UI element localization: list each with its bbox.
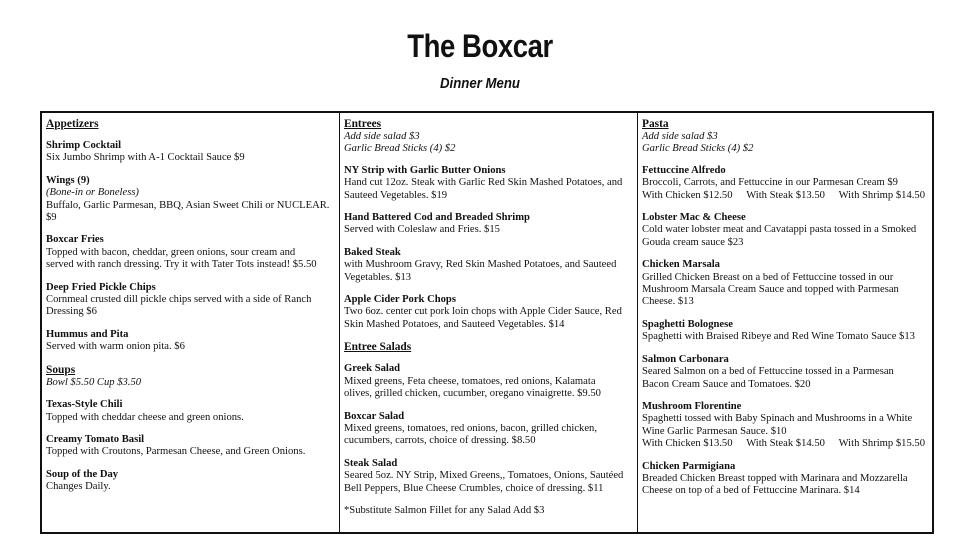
item-desc: Broccoli, Carrots, and Fettuccine in our Parmesan Cream $9	[642, 177, 898, 189]
item-desc: Mixed greens, tomatoes, red onions, bacon, grilled chicken, cucumbers, carrots, choice of dressing. $8.50	[344, 422, 598, 447]
item-name: Deep Fried Pickle Chips	[46, 281, 156, 293]
option-shrimp: With Shrimp $15.50	[838, 438, 925, 450]
item-name: Baked Steak	[344, 246, 401, 258]
item-desc: Grilled Chicken Breast on a bed of Fettuccine tossed in our Mushroom Marsala Cream Sauce and topped with Parmesan Cheese. $13	[642, 271, 899, 308]
menu-item	[46, 469, 334, 494]
menu-item	[46, 140, 334, 165]
item-name: Hummus and Pita	[46, 328, 129, 340]
item-desc: Hand cut 12oz. Steak with Garlic Red Skin Mashed Potatoes, and Sauteed Vegetables. $19	[344, 177, 623, 201]
menu-box	[40, 111, 934, 534]
item-desc: Seared Salmon on a bed of Fettuccine tossed in a Parmesan Bacon Cream Sauce and Tomatoes. $20	[642, 366, 894, 390]
item-name: Wings (9)	[46, 174, 90, 186]
menu-item	[46, 234, 334, 271]
item-name: Chicken Parmigiana	[642, 460, 736, 472]
item-name: Shrimp Cocktail	[46, 140, 122, 151]
option-chicken: With Chicken $12.50	[642, 189, 733, 201]
menu-item	[46, 434, 334, 459]
item-desc: Breaded Chicken Breast topped with Marinara and Mozzarella Cheese on top of a bed of Fettuccine Marinara. $14	[642, 472, 908, 497]
entrees-column	[340, 113, 638, 532]
soups-note: Bowl $5.50 Cup $3.50	[46, 376, 142, 388]
menu-item	[46, 282, 334, 319]
option-chicken: With Chicken $13.50	[642, 438, 733, 450]
item-name: Texas-Style Chili	[46, 399, 123, 411]
entrees-note-breadsticks: Garlic Bread Sticks (4) $2	[344, 143, 456, 155]
pasta-note-breadsticks: Garlic Bread Sticks (4) $2	[642, 143, 754, 155]
pasta-column	[638, 113, 932, 532]
item-name: Salmon Carbonara	[642, 353, 729, 365]
item-desc: Buffalo, Garlic Parmesan, BBQ, Asian Sweet Chili or NUCLEAR. $9	[46, 199, 330, 224]
option-shrimp: With Shrimp $14.50	[838, 189, 925, 201]
menu-item	[642, 212, 927, 249]
item-desc: Topped with cheddar cheese and green onions.	[46, 411, 244, 423]
item-desc: Six Jumbo Shrimp with A-1 Cocktail Sauce $9	[46, 152, 245, 164]
soups-header	[46, 364, 334, 389]
menu-item	[344, 411, 632, 448]
item-desc: Topped with Croutons, Parmesan Cheese, and Green Onions.	[46, 446, 306, 458]
pasta-heading: Pasta	[642, 118, 669, 130]
menu-item	[344, 212, 632, 237]
pasta-note-salad: Add side salad $3	[642, 131, 718, 142]
item-name: Mushroom Florentine	[642, 400, 742, 412]
item-desc: Mixed greens, Feta cheese, tomatoes, red onions, Kalamata olives, grilled chicken, cucumber, oregano vinaigrette. $9.50	[344, 375, 601, 400]
option-steak: With Steak $14.50	[746, 438, 825, 450]
menu-item	[642, 165, 927, 202]
menu-item	[642, 401, 927, 451]
item-name: Chicken Marsala	[642, 259, 720, 271]
menu-item	[344, 165, 632, 202]
menu-item	[46, 175, 334, 225]
menu-item	[642, 259, 927, 309]
menu-item	[642, 319, 927, 344]
item-name: Creamy Tomato Basil	[46, 433, 145, 445]
salad-footnote: *Substitute Salmon Fillet for any Salad Add $3	[344, 504, 545, 516]
item-name: Greek Salad	[344, 363, 401, 375]
item-desc: Served with Coleslaw and Fries. $15	[344, 224, 500, 236]
entrees-heading: Entrees	[344, 118, 382, 130]
menu-title: The Boxcar	[407, 28, 553, 64]
item-name: Spaghetti Bolognese	[642, 318, 733, 330]
option-steak: With Steak $13.50	[746, 189, 825, 201]
item-desc: Cold water lobster meat and Cavatappi pasta tossed in a Smoked Gouda cream sauce $23	[642, 224, 917, 248]
entrees-header	[344, 118, 632, 156]
item-desc: Two 6oz. center cut pork loin chops with Apple Cider Sauce, Red Skin Mashed Potatoes, and Sauteed Vegetables. $14	[344, 306, 622, 330]
item-note: (Bone-in or Boneless)	[46, 187, 139, 199]
menu-item	[344, 247, 632, 284]
item-name: Apple Cider Pork Chops	[344, 294, 456, 306]
item-desc: Served with warm onion pita. $6	[46, 341, 185, 353]
item-name: NY Strip with Garlic Butter Onions	[344, 164, 506, 176]
item-name: Soup of the Day	[46, 468, 119, 480]
appetizers-column	[42, 113, 340, 532]
item-desc: Spaghetti tossed with Baby Spinach and Mushrooms in a White Wine Garlic Parmesan Sauce. $10	[642, 413, 913, 437]
item-name: Lobster Mac & Cheese	[642, 212, 746, 224]
item-desc: Topped with bacon, cheddar, green onions, sour cream and served with ranch dressing. Try it with Tater Tots instead! $5.50	[46, 246, 317, 271]
menu-item	[46, 329, 334, 354]
protein-options	[642, 438, 927, 450]
item-desc: Changes Daily.	[46, 481, 111, 493]
item-desc: Cornmeal crusted dill pickle chips served with a side of Ranch Dressing $6	[46, 294, 312, 318]
menu-subtitle: Dinner Menu	[440, 75, 520, 92]
menu-item	[344, 294, 632, 331]
item-name: Fettuccine Alfredo	[642, 164, 726, 176]
menu-item	[642, 461, 927, 498]
menu-item	[344, 458, 632, 495]
entree-salads-heading: Entree Salads	[344, 341, 412, 354]
appetizers-heading: Appetizers	[46, 118, 99, 130]
entrees-note-salad: Add side salad $3	[344, 131, 420, 142]
item-name: Hand Battered Cod and Breaded Shrimp	[344, 212, 530, 224]
item-name: Boxcar Salad	[344, 410, 405, 422]
item-desc: with Mushroom Gravy, Red Skin Mashed Potatoes, and Sauteed Vegetables. $13	[344, 259, 617, 283]
item-name: Boxcar Fries	[46, 234, 104, 246]
pasta-header	[642, 118, 927, 156]
item-desc: Seared 5oz. NY Strip, Mixed Greens,, Tomatoes, Onions, Sautéed Bell Peppers, Blue Cheese Crumbles, choice of dressing. $11	[344, 470, 624, 494]
soups-heading: Soups	[46, 363, 76, 376]
item-name: Steak Salad	[344, 457, 398, 469]
menu-item	[344, 363, 632, 400]
menu-item	[642, 354, 927, 391]
item-desc: Spaghetti with Braised Ribeye and Red Wine Tomato Sauce $13	[642, 331, 915, 343]
protein-options	[642, 190, 927, 202]
menu-item	[46, 399, 334, 424]
